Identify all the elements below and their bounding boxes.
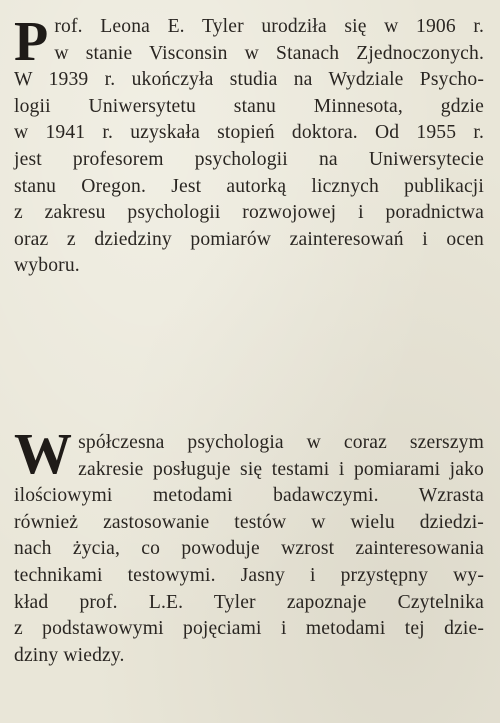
text-line: oraz z dziedziny pomiarów zainteresowań i ocen: [14, 228, 484, 250]
text-line: z podstawowymi pojęciami i metodami tej dzie-: [14, 618, 484, 640]
dropcap-letter: W: [14, 421, 73, 486]
text-line: w stanie Visconsin w Stanach Zjednoczonych.: [54, 42, 484, 64]
text-line: dziny wiedzy.: [14, 644, 125, 666]
text-line: wyboru.: [14, 255, 80, 277]
text-line: kład prof. L.E. Tyler zapoznaje Czytelnika: [14, 591, 484, 613]
text-line: w 1941 r. uzyskała stopień doktora. Od 1955 r.: [14, 122, 484, 144]
dropcap-letter: P: [14, 11, 49, 73]
text-line: rof. Leona E. Tyler urodziła się w 1906 r.: [54, 16, 484, 37]
text-line: technikami testowymi. Jasny i przystępny wy-: [14, 564, 484, 586]
text-line: ilościowymi metodami badawczymi. Wzrasta: [14, 485, 484, 507]
text-line: W 1939 r. ukończyła studia na Wydziale Psycho-: [14, 69, 484, 91]
text-line: jest profesorem psychologii na Uniwersytecie: [14, 148, 484, 170]
text-line: nach życia, co powoduje wzrost zainteresowania: [14, 538, 484, 560]
text-line: z zakresu psychologii rozwojowej i poradnictwa: [14, 202, 484, 224]
text-line: zakresie posługuje się testami i pomiarami jako: [78, 458, 484, 480]
text-line: stanu Oregon. Jest autorką licznych publikacji: [14, 175, 484, 197]
author-bio-paragraph: [14, 11, 484, 280]
text-line: spółczesna psychologia w coraz szerszym: [78, 432, 484, 453]
book-description-paragraph: [14, 421, 484, 669]
text-line: również zastosowanie testów w wielu dziedzi-: [14, 511, 484, 533]
text-line: logii Uniwersytetu stanu Minnesota, gdzie: [14, 95, 484, 117]
